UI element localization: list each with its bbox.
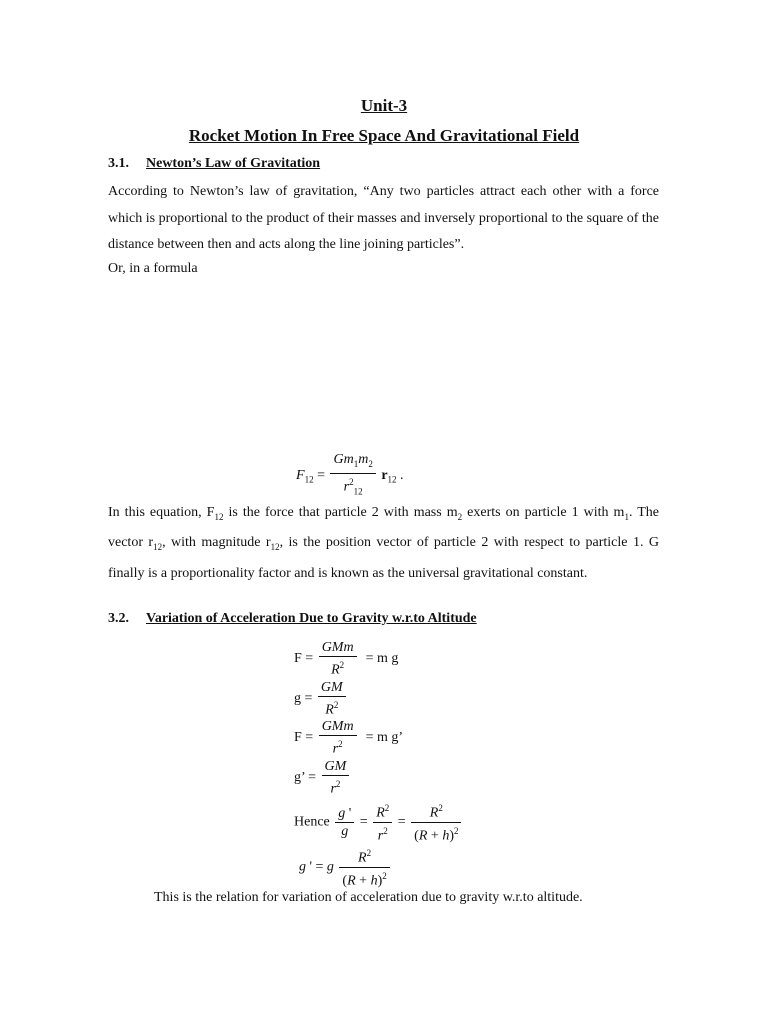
section-heading-3-1 (108, 156, 320, 172)
final-g-altitude-equation: g ' = g $\frac{R^2}{(R + h)^2}$ (299, 845, 392, 889)
chapter-title: Rocket Motion In Free Space And Gravitational Field (188, 126, 580, 145)
section-title: Variation of Acceleration Due to Gravity w.r.to Altitude (146, 611, 477, 626)
conclusion-text: This is the relation for variation of acceleration due to gravity w.r.to altitude. (154, 890, 583, 905)
force-altitude-equation: F = $\frac{\text{GMm}}{r^2}$ = m g’ (294, 719, 404, 757)
newton-gravitation-formula: $F_{12}$ = $\frac{Gm_1m_2}{r^2_{12}}$ $r_{12}$ . (296, 452, 404, 497)
gravitation-law-paragraph: According to Newton’s law of gravitation, “Any two particles attract each other with a force which is proportional to the product of their masses and inversely proportional to the square of the distance between then and acts along the line joining particles”. (108, 184, 659, 252)
ratio-equation: Hence $\frac{g '}{g}$ = $\frac{R^2}{r^2}$ = $\frac{R^2}{(R + h)^2}$ (294, 800, 463, 844)
section-title: Newton’s Law of Gravitation (146, 156, 321, 171)
section-number: 3.2. (108, 611, 129, 626)
section-number: 3.1. (108, 156, 129, 171)
g-altitude-equation: g’ = $\frac{GM}{r^2}$ (294, 758, 351, 798)
g-surface-equation: g = $\frac{GM}{R^2}$ (294, 679, 348, 719)
formula-explanation-paragraph: In this equation, $F_{12}$ is the force that particle 2 with mass $m_2$ exerts on particle 1 with $m_1$. The vector $r_{12}$, with magnitude $r_{12}$, is the position vector of particle 2 with respect to particle 1. G finally is a proportionality factor and is known as the universal gravitational constant. (108, 505, 659, 581)
unit-title: Unit-3 (360, 96, 408, 115)
formula-lead-text: Or, in a formula (108, 261, 198, 276)
force-surface-equation: F = $\frac{\text{GMm}}{R^2}$ = m g (294, 640, 399, 678)
section-heading-3-2 (108, 611, 477, 627)
